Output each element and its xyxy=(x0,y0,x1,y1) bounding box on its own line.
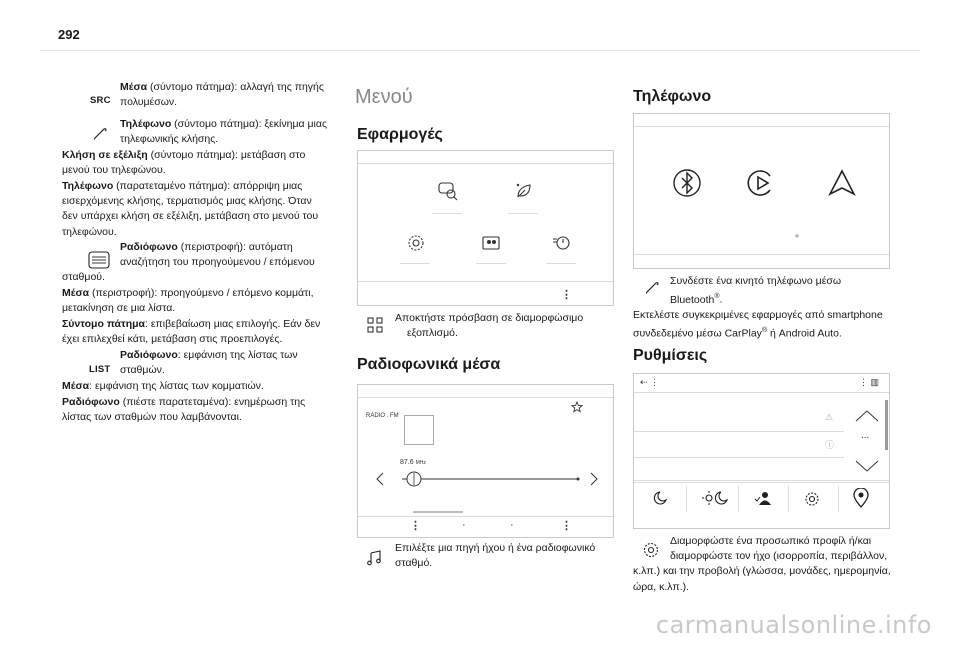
settings-info-icon: ⓘ xyxy=(825,440,835,450)
apps-description: Αποκτήστε πρόσβαση σε διαμορφώσιμο εξοπλισμό. xyxy=(395,312,584,340)
apps-eco-icon[interactable] xyxy=(514,181,534,201)
settings-daynight-icon[interactable] xyxy=(702,490,728,506)
radio-heading: Ραδιοφωνικά μέσα xyxy=(357,356,501,373)
apps-grid-icon xyxy=(367,317,383,333)
radio-source-label: RADIO . FM xyxy=(366,413,399,419)
para-media-list: Μέσα: εμφάνιση της λίστας των κομματιών. xyxy=(62,380,264,392)
settings-down-icon[interactable] xyxy=(855,460,879,472)
phone-heading: Τηλέφωνο xyxy=(633,88,712,105)
radio-artwork xyxy=(404,415,434,445)
top-divider xyxy=(40,50,920,51)
phone-description: Συνδέστε ένα κινητό τηλέφωνο μέσω Bluetooth®. Εκτελέστε συγκεκριμένες εφαρμογές από smartphone συνδεδεμένο μέσω CarPlay® ή Android Auto. xyxy=(633,275,883,340)
bluetooth-status-icon: ∗ xyxy=(794,233,800,240)
para-call-in-progress: Κλήση σε εξέλιξη (σύντομο πάτημα): μετάβαση στο μενού του τηλεφώνου. xyxy=(62,149,306,177)
para-media-rotate: Μέσα (περιστροφή): προηγούμενο / επόμενο κομμάτι, μετακίνηση σε μια λίστα. xyxy=(62,287,314,315)
radio-menu-dots-4[interactable]: ⋮ xyxy=(561,520,572,532)
bluetooth-icon[interactable] xyxy=(672,168,702,198)
radio-favorite-icon[interactable] xyxy=(571,401,583,413)
radio-menu-dots-1[interactable]: ⋮ xyxy=(410,520,421,532)
para-phone-short: Τηλέφωνο (σύντομο πάτημα): ξεκίνημα μιας τηλεφωνικής κλήσης. xyxy=(120,118,328,146)
apps-screen xyxy=(357,150,614,306)
page-number: 292 xyxy=(58,27,80,42)
para-radio-list: Ραδιόφωνο: εμφάνιση της λίστας των σταθμών. xyxy=(120,349,298,377)
settings-location-icon[interactable] xyxy=(852,488,870,508)
para-phone-long: Τηλέφωνο (παρατεταμένο πάτημα): απόρριψη μιας εισερχόμενης κλήσης, τερματισμός μιας κλήσης. Όταν δεν υπάρχει κλήση σε εξέλιξη, μετάβαση στο μενού του τηλεφώνου. xyxy=(62,180,319,238)
settings-night-icon[interactable] xyxy=(650,490,668,506)
src-label: SRC xyxy=(90,95,111,106)
radio-prev-icon[interactable] xyxy=(374,471,386,487)
settings-back-icon[interactable]: ⇠ ⋮ xyxy=(640,377,660,387)
apps-more-icon[interactable]: ⋮ xyxy=(561,289,572,301)
watermark: carmanualsonline.info xyxy=(655,611,932,639)
radio-screen xyxy=(357,384,614,538)
settings-screen xyxy=(633,373,890,529)
radio-menu-dot-2[interactable]: · xyxy=(462,519,466,531)
settings-up-icon[interactable] xyxy=(855,410,879,422)
phone-screen xyxy=(633,113,890,269)
phone-icon xyxy=(92,125,108,141)
settings-profile-icon[interactable] xyxy=(754,490,772,506)
para-media-short: Μέσα (σύντομο πάτημα): αλλαγή της πηγής πολυμέσων. xyxy=(120,81,324,109)
settings-warning-icon: ⚠ xyxy=(825,412,834,422)
radio-frequency: 87.6 MHz xyxy=(400,459,426,466)
apps-clock-icon[interactable] xyxy=(551,233,571,253)
apps-contacts-icon[interactable] xyxy=(481,233,501,253)
list-label: LIST xyxy=(89,364,111,375)
android-auto-icon[interactable] xyxy=(827,168,857,198)
settings-menu-icon[interactable]: ⋮ ▥ xyxy=(859,377,880,387)
apps-message-icon[interactable] xyxy=(436,179,458,201)
para-radio-rotate: Ραδιόφωνο (περιστροφή): αυτόματη αναζήτηση του προηγούμενου / επόμενου σταθμού. xyxy=(62,241,315,284)
settings-heading: Ρυθμίσεις xyxy=(633,347,708,364)
radio-description: Επιλέξτε μια πηγή ήχου ή ένα ραδιοφωνικό σταθμό. xyxy=(395,542,596,570)
settings-scrollbar[interactable] xyxy=(885,400,888,450)
para-short-press: Σύντομο πάτημα: επιβεβαίωση μιας επιλογής. Εάν δεν έχει επιλεχθεί κάτι, μετάβαση στις προεπιλογές. xyxy=(62,318,321,346)
menu-heading: Μενού xyxy=(355,86,413,108)
apps-settings-icon[interactable] xyxy=(406,233,426,253)
carplay-icon[interactable] xyxy=(746,168,776,198)
radio-next-icon[interactable] xyxy=(588,471,600,487)
settings-more-dots[interactable]: ... xyxy=(861,430,870,441)
settings-gear-icon[interactable] xyxy=(802,488,822,508)
apps-heading: Εφαρμογές xyxy=(357,126,443,143)
settings-description: Διαμορφώστε ένα προσωπικό προφίλ ή/και διαμορφώστε τον ήχο (ισορροπία, περιβάλλον, κ.λπ.) και την προβολή (γλώσσα, μονάδες, ημερομηνία, ώρα, κ.λπ.). xyxy=(633,535,891,593)
radio-seek-slider[interactable] xyxy=(402,470,582,488)
para-radio-long: Ραδιόφωνο (πιέστε παρατεταμένα): ενημέρωση της λίστας των σταθμών που λαμβάνονται. xyxy=(62,396,306,424)
radio-menu-dot-3[interactable]: · xyxy=(510,519,514,531)
music-note-icon xyxy=(366,550,382,566)
